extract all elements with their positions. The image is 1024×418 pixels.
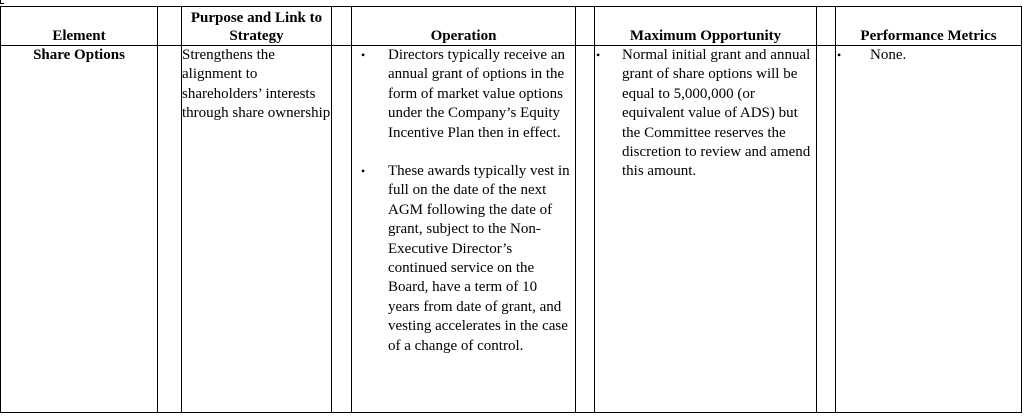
list-item: [352, 162, 575, 356]
spacer-cell: [158, 46, 182, 413]
operation-text: Directors typically receive an annual grant of options in the form of market value options under the Company’s Equity Incentive Plan then in effect.: [388, 47, 565, 141]
bullet-icon: •: [361, 164, 366, 179]
header-element: Element: [1, 7, 158, 46]
list-item: [595, 46, 816, 182]
list-item: [836, 46, 1021, 65]
operation-text: These awards typically vest in full on the date of the next AGM following the date of grant, subject to the Non-Executive Director’s continued service on the Board, have a term of 10 years from date of grant, and vesting accelerates in the case of a change of control.: [388, 163, 570, 354]
max-opportunity-list: [595, 46, 816, 182]
performance-metrics-list: [836, 46, 1021, 65]
max-opportunity-cell: [595, 46, 817, 413]
list-item: [352, 46, 575, 143]
header-purpose-line1: Purpose and Link to: [190, 10, 323, 26]
element-cell: Share Options: [1, 46, 158, 413]
table-row: [1, 46, 1022, 413]
max-opportunity-text: Normal initial grant and annual grant of share options will be equal to 5,000,000 (or equivalent value of ADS) but the Committee reserves the discretion to review and amend this amount.: [622, 47, 811, 180]
header-spacer: [576, 7, 595, 46]
operation-cell: [352, 46, 576, 413]
header-spacer: [332, 7, 352, 46]
bullet-icon: •: [361, 48, 366, 62]
remuneration-policy-table: [0, 6, 1022, 413]
bullet-icon: •: [837, 48, 842, 62]
operation-list: [352, 46, 575, 356]
header-row: [1, 7, 1022, 46]
header-performance-metrics: Performance Metrics: [836, 7, 1022, 46]
corner-crop-mark: [0, 0, 4, 4]
spacer-cell: [576, 46, 595, 413]
header-max-opportunity: Maximum Opportunity: [595, 7, 817, 46]
header-spacer: [817, 7, 836, 46]
header-purpose: [182, 7, 332, 46]
bullet-icon: •: [596, 48, 601, 62]
performance-metrics-text: None.: [870, 47, 907, 63]
header-operation: Operation: [352, 7, 576, 46]
purpose-cell: Strengthens the alignment to shareholders’ interests through share ownership: [182, 46, 332, 413]
header-spacer: [158, 7, 182, 46]
performance-metrics-cell: [836, 46, 1022, 413]
spacer-cell: [332, 46, 352, 413]
header-purpose-line2: Strategy: [229, 28, 284, 44]
spacer-cell: [817, 46, 836, 413]
